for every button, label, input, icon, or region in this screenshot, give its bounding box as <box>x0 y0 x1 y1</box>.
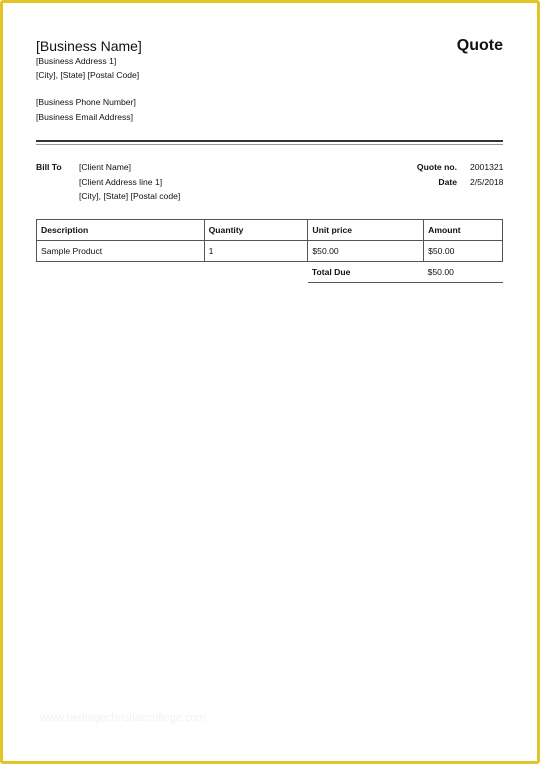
watermark: www.heritagechristiancollege.com <box>40 712 206 724</box>
quote-no-label: Quote no. <box>416 162 457 172</box>
cell-amount: $50.00 <box>424 241 503 262</box>
document-title: Quote <box>456 37 503 54</box>
header-divider-thin <box>36 144 503 145</box>
business-email: [Business Email Address] <box>36 112 133 122</box>
date-label: Date <box>438 177 457 187</box>
line-items-table <box>36 219 503 283</box>
header-divider <box>36 140 503 142</box>
bill-to-label: Bill To <box>36 162 62 172</box>
date-value: 2/5/2018 <box>470 177 504 187</box>
total-row <box>37 262 503 283</box>
cell-description: Sample Product <box>37 241 205 262</box>
col-header-quantity: Quantity <box>204 220 308 241</box>
total-due-value: $50.00 <box>424 262 503 283</box>
col-header-unit-price: Unit price <box>308 220 424 241</box>
total-spacer-2 <box>204 262 308 283</box>
total-spacer-1 <box>37 262 205 283</box>
business-name: [Business Name] <box>36 38 142 54</box>
business-address-1: [Business Address 1] <box>36 56 117 66</box>
table-row <box>37 241 503 262</box>
col-header-amount: Amount <box>424 220 503 241</box>
cell-unit-price: $50.00 <box>308 241 424 262</box>
business-city-state-zip: [City], [State] [Postal Code] <box>36 70 140 80</box>
table-header-row <box>37 220 503 241</box>
quote-document <box>36 0 503 764</box>
business-phone: [Business Phone Number] <box>36 97 136 107</box>
client-address-1: [Client Address line 1] <box>79 177 163 187</box>
col-header-description: Description <box>37 220 205 241</box>
total-due-label: Total Due <box>308 262 424 283</box>
client-city-state-zip: [City], [State] [Postal code] <box>79 191 181 201</box>
quote-no-value: 2001321 <box>470 162 504 172</box>
cell-quantity: 1 <box>204 241 308 262</box>
client-name: [Client Name] <box>79 162 132 172</box>
